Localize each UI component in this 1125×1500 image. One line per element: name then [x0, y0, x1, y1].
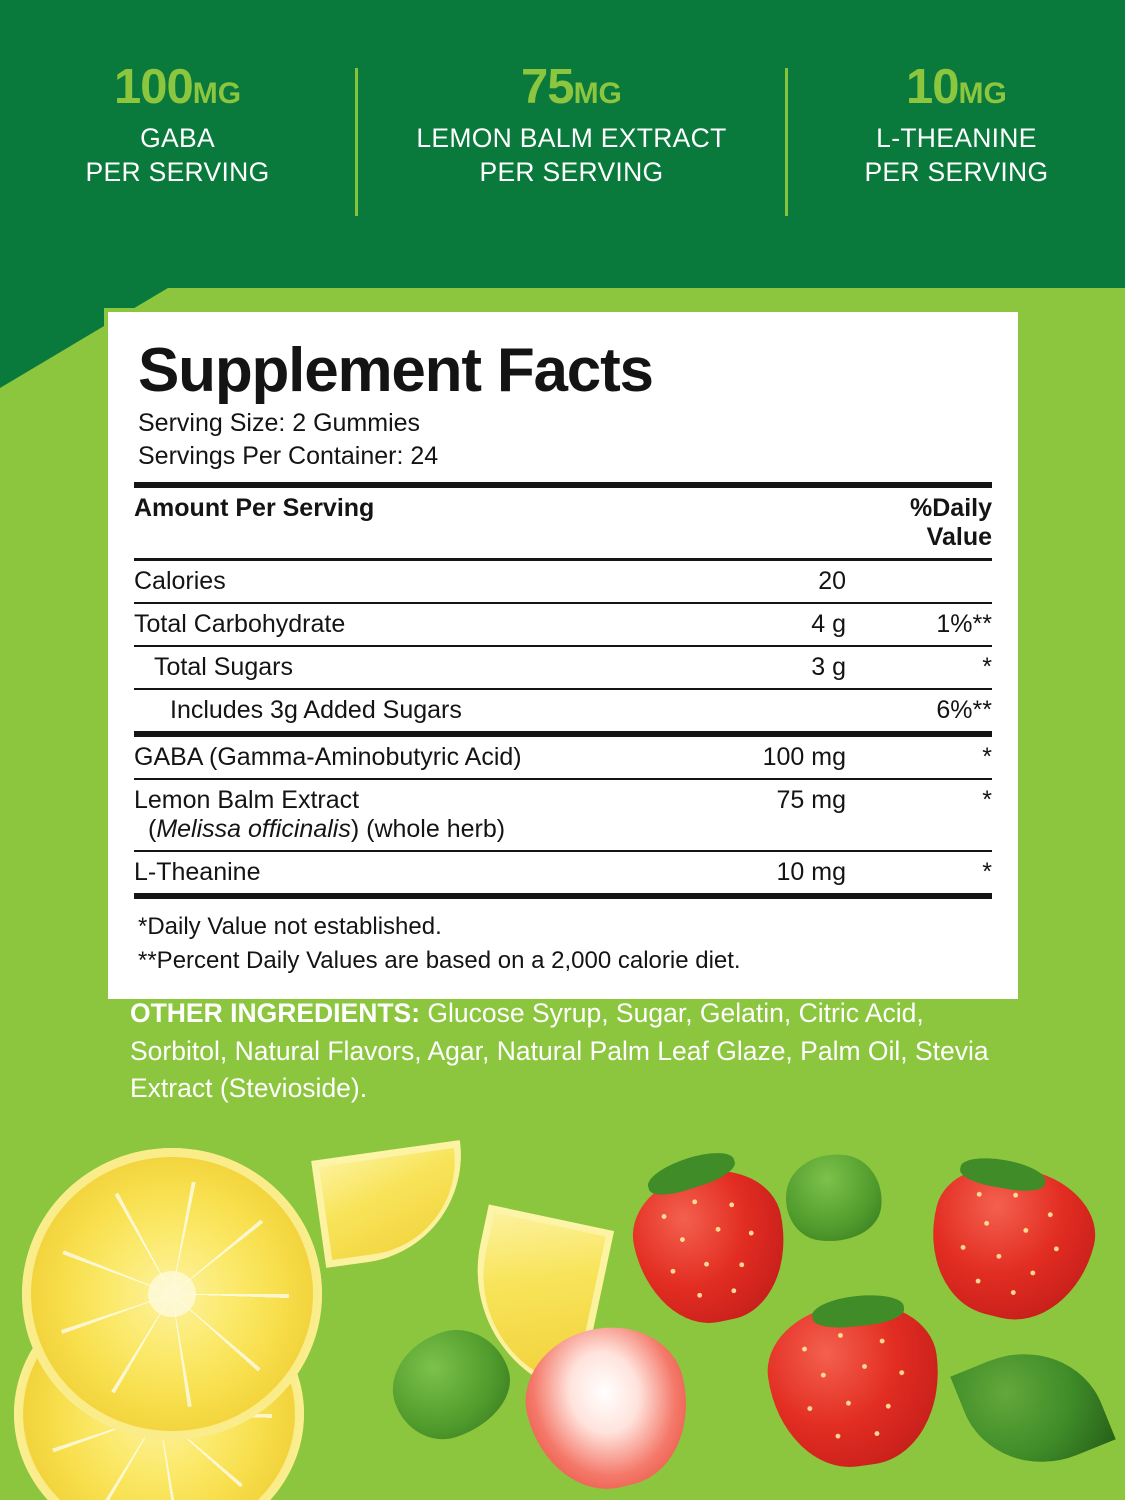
strawberry-seeds [771, 1304, 939, 1466]
highlight-amount-unit: MG [958, 77, 1007, 110]
table-row [134, 851, 992, 896]
supplement-facts-title: Supplement Facts [138, 336, 653, 405]
highlight-amount-unit: MG [573, 77, 622, 110]
row-label: Total Sugars [134, 646, 650, 689]
footnote-daily-value: *Daily Value not established. [138, 912, 442, 940]
daily-value-header: %Daily Value [872, 485, 992, 560]
highlight-amount [386, 62, 757, 113]
lemon-slice-icon [22, 1148, 322, 1440]
produce-imagery [0, 1120, 1125, 1500]
highlight-amount [816, 62, 1097, 113]
row-label: L-Theanine [134, 851, 650, 896]
row-daily-value: 1%** [872, 603, 992, 646]
highlight-item-gaba [0, 62, 355, 190]
row-daily-value: 6%** [872, 689, 992, 734]
row-amount: 100 mg [650, 734, 872, 779]
row-label: Calories [134, 559, 650, 603]
highlight-amount-unit: MG [192, 77, 242, 110]
highlight-per-serving: PER SERVING [479, 157, 664, 188]
row-label: GABA (Gamma-Aminobutyric Acid) [134, 734, 650, 779]
highlight-per-serving: PER SERVING [864, 157, 1049, 188]
other-ingredients-text: Glucose Syrup, Sugar, Gelatin, Citric Acid, Sorbitol, Natural Flavors, Agar, Natural Palm Leaf Glaze, Palm Oil, Stevia Extract (Stevioside). [130, 998, 989, 1104]
row-amount: 3 g [650, 646, 872, 689]
row-daily-value: * [872, 851, 992, 896]
table-row [134, 646, 992, 689]
table-row [134, 779, 992, 851]
row-daily-value: * [872, 646, 992, 689]
row-amount [650, 689, 872, 734]
table-bottom-rule [134, 896, 992, 899]
row-amount: 20 [650, 559, 872, 603]
mint-leaf-icon [780, 1148, 887, 1249]
serving-size: Serving Size: 2 Gummies [138, 409, 421, 438]
highlight-name: LEMON BALM EXTRACT [416, 123, 727, 154]
row-label: Total Carbohydrate [134, 603, 650, 646]
other-ingredients [130, 995, 1020, 1108]
table-header-row [134, 485, 992, 560]
row-label-group [134, 779, 650, 851]
row-sublabel-post: ) (whole herb) [350, 814, 506, 843]
row-sublabel [134, 815, 650, 844]
row-amount: 4 g [650, 603, 872, 646]
table-row [134, 734, 992, 779]
highlight-amount-value: 10 [906, 60, 959, 114]
table-row [134, 689, 992, 734]
row-amount: 10 mg [650, 851, 872, 896]
servings-per-container: Servings Per Container: 24 [138, 442, 439, 471]
row-amount: 75 mg [650, 779, 872, 851]
highlight-per-serving: PER SERVING [85, 157, 270, 188]
supplement-facts-table [134, 482, 992, 899]
row-daily-value: * [872, 779, 992, 851]
row-sublabel-latin: Melissa officinalis [156, 814, 351, 843]
row-daily-value [872, 559, 992, 603]
footnote-percent-daily-values: **Percent Daily Values are based on a 2,000 calorie diet. [138, 946, 741, 974]
leaf-icon [950, 1328, 1115, 1488]
row-sublabel-pre: ( [148, 814, 157, 843]
table-bottom-rule-cell [134, 896, 992, 899]
highlight-bar [0, 62, 1125, 242]
table-row [134, 559, 992, 603]
amount-per-serving-header: Amount Per Serving [134, 485, 650, 560]
supplement-facts-panel [104, 308, 1022, 1003]
table-row [134, 603, 992, 646]
highlight-name: L-THEANINE [876, 123, 1037, 154]
lemon-wedge-icon [311, 1140, 475, 1268]
highlight-item-lemon-balm [358, 62, 785, 190]
row-label: Includes 3g Added Sugars [134, 689, 650, 734]
highlight-amount-value: 100 [113, 60, 193, 114]
highlight-amount-value: 75 [521, 60, 574, 114]
other-ingredients-label: OTHER INGREDIENTS: [130, 998, 421, 1028]
row-label: Lemon Balm Extract [134, 785, 360, 814]
highlight-item-l-theanine [788, 62, 1125, 190]
highlight-amount [28, 62, 327, 113]
header-spacer [650, 485, 872, 560]
row-daily-value: * [872, 734, 992, 779]
highlight-name: GABA [140, 123, 215, 154]
